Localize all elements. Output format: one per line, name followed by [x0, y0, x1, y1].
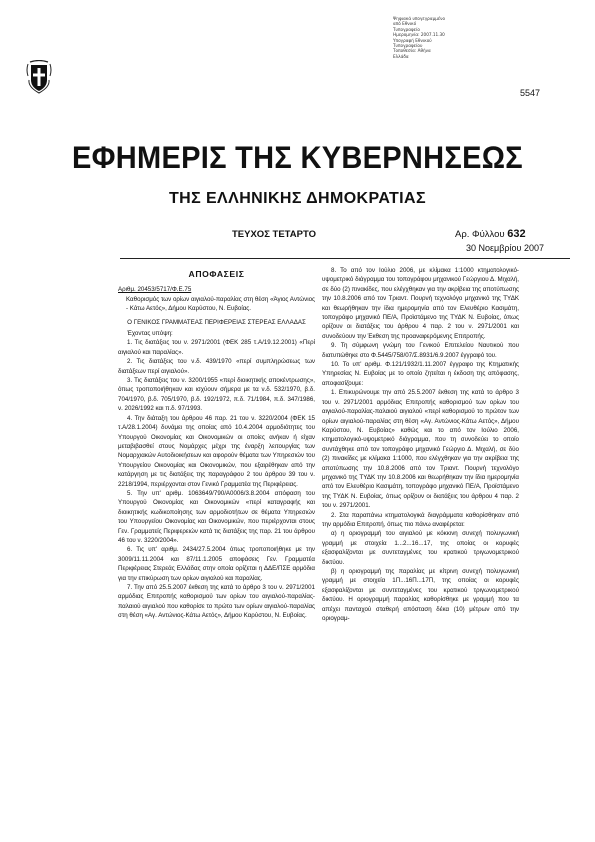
stamp-line: Ημερομηνία: 2007.11.30 — [393, 32, 445, 38]
decision-number: Αριθμ. 20453/5717/Φ.Ε.75 — [118, 286, 192, 294]
having-in-mind: Έχοντας υπόψη: — [127, 330, 173, 338]
gazette-title: ΕΦΗΜΕΡΙΣ ΤΗΣ ΚΥΒΕΡΝΗΣΕΩΣ — [72, 140, 523, 176]
right-column — [322, 266, 519, 623]
paragraph: 8. Το από τον Ιούλιο 2006, με κλίμακα 1:1000 κτηματολογικό-υψομετρικό διάγραμμα του τοπογράφου μηχανικού Γεώργιου Δ. Μιχαλή, σε δύο (2) πινακίδες, που ελέγχθηκαν για την ακρίβεια της αποτύπωσης την 10.8.2006 από τον Τριαντ. Πουρνή τεχνολόγο μηχανικό της ΤΥΔΚ και θεωρήθηκαν την ίδια ημερομηνία από τον Ελευθέριο Κασιμάτη, τοπογράφο μηχανικό ΠΕ/Α, Προϊστάμενο της ΤΥΔΚ Ν. Ευβοίας, όπως ορίζουν οι διατάξεις του άρθρου 4 παρ. 2 του ν. 2971/2001 και συνοδεύουν την Έκθεση της προαναφερόμενης Επιτροπής. — [322, 267, 519, 340]
paragraph: 10. Το υπ' αριθμ. Φ.121/1932/1.11.2007 έγγραφο της Κτηματικής Υπηρεσίας Ν. Ευβοίας με το οποίο ζητείται η έκδοση της απόφασης, αποφασίζουμε: — [322, 361, 519, 387]
paragraph: 7. Την από 25.5.2007 έκθεση της κατά το άρθρο 3 του ν. 2971/2001 αρμόδιας Επιτροπής καθορισμού των ορίων του αιγιαλού-παραλίας-παλαιού αιγιαλού που καθορίσε το πρώτο των ορίων αιγιαλού-παραλίας στη θέση «Αγ. Αντώνιος-Κάτω Αετός», Δήμου Καρύστου, Ν. Ευβοίας. — [118, 584, 315, 620]
stamp-line: Τυπογραφείο — [393, 26, 420, 32]
stamp-line: Τοποθεσία: Αθήνα — [393, 48, 431, 54]
issuing-authority: Ο ΓΕΝΙΚΟΣ ΓΡΑΜΜΑΤΕΑΣ ΠΕΡΙΦΕΡΕΙΑΣ ΣΤΕΡΕΑΣ ΕΛΛΑΔΑΣ — [127, 318, 306, 326]
page-number: 5547 — [520, 88, 541, 98]
stamp-line: από Εθνικό — [393, 21, 417, 27]
paragraph: 2. Στα παραπάνω κτηματολογικά διαγράμματα καθορίσθηκαν από την αρμόδια Επιτροπή, όπως πιο πάνω αναφέρεται: — [322, 511, 519, 528]
stamp-line: Ελλάδα — [393, 53, 409, 59]
paragraph: 5. Την υπ' αριθμ. 1063649/790/Α0006/3.8.2004 απόφαση του Υπουργού Οικονομίας και Οικονομικών «περί καταγραφής και διοικητικής κωδικοποίησης των αρμοδιοτήτων σε θέματα Υπηρεσιών του Υπουργείου Οικονομίας και Οικονομικών, που περιέρχονται στους Γεν. Γραμματείς Περιφερειών κατά τις διατάξεις της παρ. 21 του άρθρου 46 του ν. 3220/2004». — [118, 489, 315, 544]
paragraph: α) η οριογραμμή του αιγιαλού με κόκκινη συνεχή πολυγωνική γραμμή με στοιχεία 1...2...16...17, της οποίας οι κορυφές εξασφαλίζονται με συντεταγμένες του κρατικού τριγωνομετρικού δικτύου. — [322, 530, 519, 566]
stamp-line: Υπογραφή Εθνικού — [393, 37, 432, 43]
paragraph: 1. Τις διατάξεις του ν. 2971/2001 (ΦΕΚ 285 τ.Α/19.12.2001) «Περί αιγιαλού και παραλίας». — [118, 339, 315, 356]
digital-signature-stamp — [393, 16, 485, 59]
sheet-number-line — [455, 228, 526, 240]
gazette-subtitle: ΤΗΣ ΕΛΛΗΝΙΚΗΣ ΔΗΜΟΚΡΑΤΙΑΣ — [169, 190, 426, 207]
decision-subject: Καθορισμός των ορίων αιγιαλού-παραλίας στη θέση «Άγιος Αντώνιος - Κάτω Αετός», Δήμου Καρύστου, Ν. Ευβοίας. — [126, 295, 315, 313]
coat-of-arms-emblem — [26, 60, 52, 94]
paragraph: 9. Τη σύμφωνη γνώμη του Γενικού Επιτελείου Ναυτικού που διατυπώθηκε στο Φ.5445/758/07/Σ.8931/6.9.2007 έγγραφό του. — [322, 342, 519, 359]
paragraph: 1. Επικυρώνουμε την από 25.5.2007 έκθεση της κατά το άρθρο 3 του ν. 2971/2001 αρμόδιας Επιτροπής καθορισμού των ορίων του αιγιαλού-παραλίας-παλαιού αιγιαλού «περί καθορισμού το πρώτον των ορίων αιγιαλού-παραλίας στη θέση «Αγ. Αντώνιος-Κάτω Αετός», Δήμου Καρύστου, Ν. Ευβοίας» καθώς και το από τον Ιούλιο 2006, κτηματολογικό-υψομετρικό διάγραμμα, που τη συνοδεύει το οποίο συντάχθηκε από τον τοπογράφο μηχανικό Γεώργιο Δ. Μιχαλή, σε δύο (2) πινακίδες με κλίμακα 1:1000, που ελέγχθηκαν για την ακρίβεια της αποτύπωσης την 10.8.2006 από τον Τριαντ. Πουρνή τεχνολόγο μηχανικό της ΤΥΔΚ την 10.8.2006 και θεωρήθηκαν την ίδια ημερομηνία από τον Ελευθέριο Κασιμάτη, τοπογράφο μηχανικό ΠΕ/Α, Προϊστάμενο της ΤΥΔΚ Ν. Ευβοίας, όπως ορίζουν οι διατάξεις του άρθρου 4 παρ. 2 του ν. 2971/2001. — [322, 389, 519, 510]
header-divider — [120, 258, 570, 259]
stamp-line: Ψηφιακά υπογεγραμμένο — [393, 16, 446, 21]
paragraph: 2. Τις διατάξεις του ν.δ. 439/1970 «περί συμπληρώσεως των διατάξεων περί αιγιαλού». — [118, 358, 315, 375]
stamp-line: Τυπογραφείου — [393, 43, 423, 49]
paragraph: β) η οριογραμμή της παραλίας με κίτρινη συνεχή πολυγωνική γραμμή με στοιχεία 1Π...16Π...17Π, της οποίας οι κορυφές εξασφαλίζονται με συντεταγμένες του κρατικού τριγωνομετρικού δικτύου. Η οριογραμμή παραλίας καθορίσθηκε με γραμμή που τα απέχει πανταχού σταθερή απόσταση δέκα (10) μέτρων από την οριογραμ- — [322, 568, 519, 623]
sheet-number: 632 — [507, 228, 526, 240]
paragraph: 4. Την διάταξη του άρθρου 46 παρ. 21 του ν. 3220/2004 (ΦΕΚ 15 τ.Α/28.1.2004) δυνάμει της οποίας από 10.4.2004 αρμοδιότητες του Υπουργού Οικονομίας και Οικονομικών οι οποίες ανήκαν ή είχαν μεταβιβασθεί στους Νομάρχες μέχρι της έναρξη λειτουργίας των Νομαρχιακών Αυτοδιοικήσεων και αφορούν θέματα των Υπηρεσιών του Υπουργείου Οικονομίας και Οικονομικών, που εξαιρέθηκαν από την κατάργηση με τις διατάξεις της παραγράφου 2 του άρθρου 39 του ν. 2218/1994, περιέρχονται στον Γενικό Γραμματέα της Περιφέρειας. — [118, 414, 315, 488]
section-heading: ΑΠΟΦΑΣΕΙΣ — [188, 269, 245, 279]
issue-label: ΤΕΥΧΟΣ ΤΕΤΑΡΤΟ — [232, 229, 316, 240]
paragraph: 3. Τις διατάξεις του ν. 3200/1955 «περί διοικητικής αποκέντρωσης», όπως τροποποιήθηκαν και ισχύουν σήμερα με τα ν.δ. 532/1970, β.δ. 704/1970, β.δ. 705/1970, β.δ. 192/1972, π.δ. 71/1984, π.δ. 347/1986, ν. 2026/1992 και π.δ. 97/1993. — [118, 377, 315, 413]
issue-date: 30 Νοεμβρίου 2007 — [466, 243, 544, 253]
paragraph: 6. Τις υπ' αριθμ. 2434/27.5.2004 όπως τροποποιήθηκε με την 3009/11.11.2004 και 87/11.1.2005 αποφάσεις Γεν. Γραμματέα Περιφέρειας Στερεάς Ελλάδας στην οποία ορίζεται η ΔΔΕ/ΠΣΕ αρμόδια για την επικύρωση των ορίων αιγιαλού και παραλίας. — [118, 546, 315, 582]
sheet-label: Αρ. Φύλλου — [455, 229, 505, 240]
left-column — [118, 270, 315, 621]
